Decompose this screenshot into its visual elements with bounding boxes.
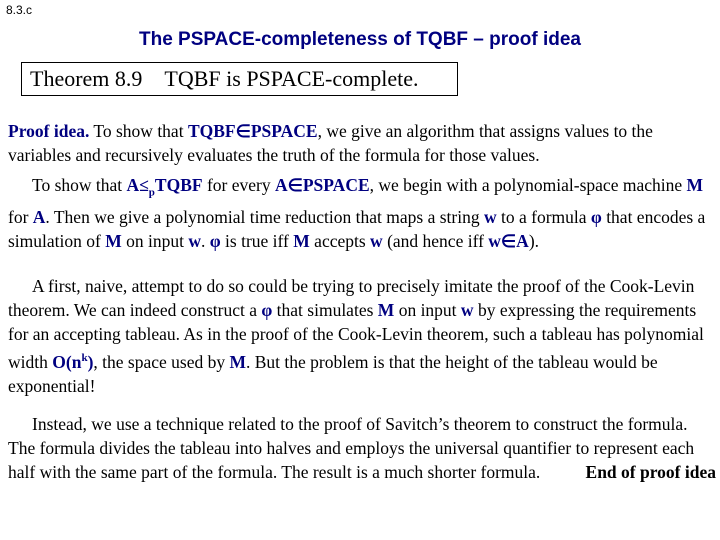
page-title: The PSPACE-completeness of TQBF – proof idea [139,29,581,50]
text-run: accepts [309,230,371,251]
math-subscript: p [148,186,155,199]
slide-number: 8.3.c [6,3,33,17]
theorem-statement: TQBF is PSPACE-complete. [164,66,419,91]
text-run: that encodes a simulation of [8,206,706,251]
math-term: A∈PSPACE [274,175,370,195]
end-of-proof-label: End of proof idea [585,462,716,482]
text-run: is true iff [220,230,294,251]
text-run: that simulates [272,300,378,320]
text-run: To show that [89,121,188,141]
text-run: , the space used by [93,351,230,372]
math-term: w [188,230,201,251]
math-term: TQBF∈PSPACE [187,121,318,141]
proof-idea-label: Proof idea. [8,121,90,141]
math-term: A≤ [126,175,149,195]
text-run: by expressing the requirements for an accepting tableau. As in the proof of the Cook-Levin theorem, such a tableau has polynomial width [8,300,704,372]
text-run: To show that [32,175,127,195]
math-term: w [483,206,497,227]
text-run: for [8,206,33,227]
text-run: , we give an algorithm that assigns values to the variables and recursively evaluates the truth of the formula for those values. [8,121,653,165]
paragraph-naive-attempt [8,274,716,398]
math-term: M [293,230,310,251]
math-term: w∈A [488,230,529,251]
text-run: Instead, we use a technique related to the proof of Savitch’s theorem to construct the formula. The formula divides the tableau into halves and employs the universal quantifier to represent each half with the same part of the formula. The result is a much shorter formula. [8,414,695,482]
theorem-box [21,62,458,96]
math-term: M [105,230,122,251]
text-run: , we begin with a polynomial-space machine [369,175,687,195]
text-run: ). [528,230,540,251]
paragraph-proof-idea [8,119,716,167]
paragraph-reduction [8,173,716,253]
math-term: φ [261,300,273,320]
math-term: A [32,206,46,227]
text-run: . Then we give a polynomial time reduction that maps a string [45,206,484,227]
math-term: M [686,175,704,195]
paragraph-savitch-technique [8,412,716,484]
math-term: M [229,351,246,372]
math-term: TQBF [154,175,203,195]
math-term: M [377,300,395,320]
math-term: w [370,230,383,251]
text-run: for every [202,175,275,195]
text-run: (and hence iff [382,230,489,251]
theorem-label: Theorem 8.9 [30,66,143,91]
text-run: on input [121,230,189,251]
math-superscript: k [81,352,88,364]
math-term: w [460,300,474,320]
text-run: on input [394,300,461,320]
math-term: φ [209,230,221,251]
text-run: to a formula [496,206,591,227]
math-term: φ [590,206,602,227]
text-run: A first, naive, attempt to do so could be trying to precisely imitate the proof of the Cook-Levin theorem. We can indeed construct a [8,276,695,320]
math-term: ) [87,351,94,372]
math-term: O(n [52,351,82,372]
text-run: . But the problem is that the height of the tableau would be exponential! [8,351,658,396]
text-run: . [201,230,210,251]
